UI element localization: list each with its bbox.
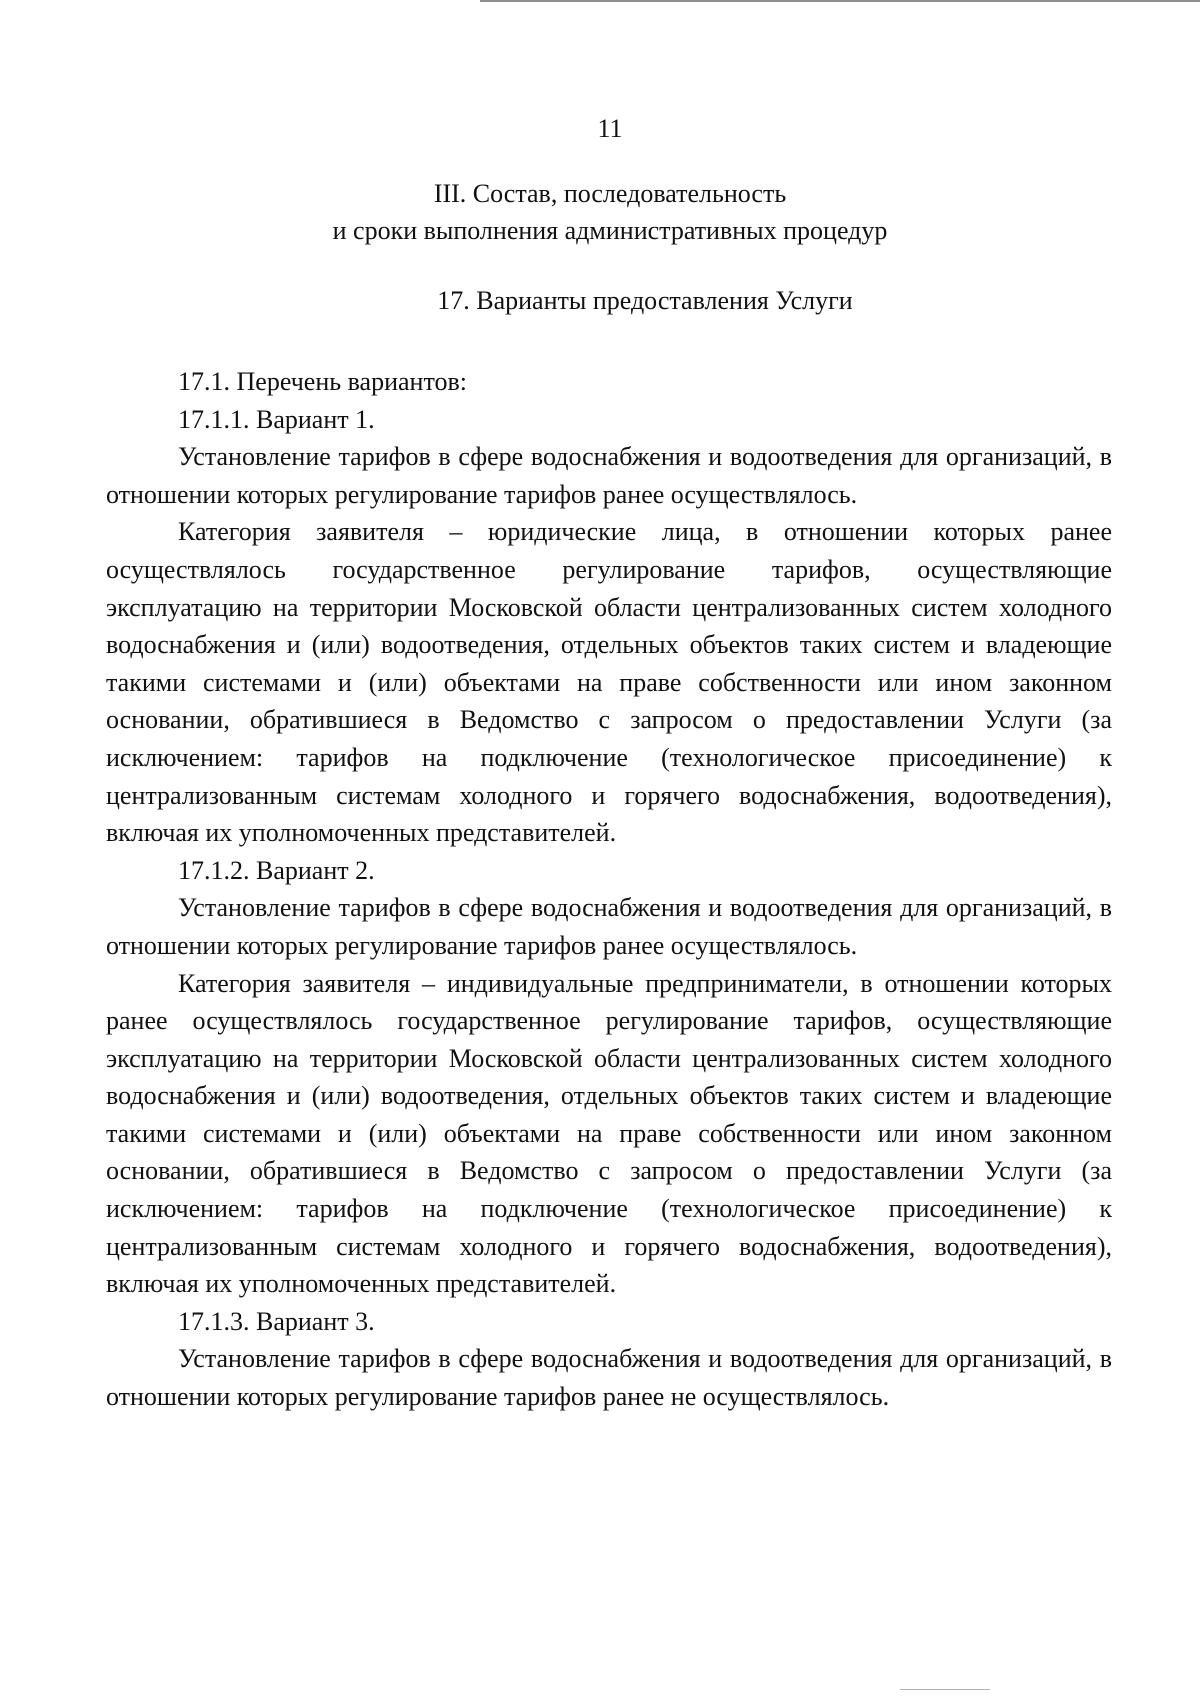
paragraph-variant-3-description: Установление тарифов в сфере водоснабжения и водоотведения для организаций, в отношении которых регулирование тарифов ранее не осуществлялось.: [106, 1344, 1112, 1412]
paragraph-variants-list: 17.1. Перечень вариантов:: [178, 367, 467, 396]
section-title: [0, 175, 1200, 249]
paragraph-variant-2-description: Установление тарифов в сфере водоснабжения и водоотведения для организаций, в отношении которых регулирование тарифов ранее осуществлялось.: [106, 893, 1112, 960]
paragraph-variant-1-heading: 17.1.1. Вариант 1.: [178, 404, 375, 434]
paragraph-variant-1-applicant: Категория заявителя – юридические лица, в отношении которых ранее осуществлялось государственное регулирование тарифов, осуществляющие эксплуатацию на территории Московской области централизованных систем холодного водоснабжения и (или) водоотведения, отдельных объектов таких систем и владеющие такими системами и (или) объектами на праве собственности или ином законном основании, обратившиеся в Ведомство с запросом о предоставлении Услуги (за исключением: тарифов на подключение (технологическое присоединение) к централизованным системам холодного и горячего водоснабжения, водоотведения), включая их уполномоченных представителей.: [106, 517, 1112, 848]
scan-edge-line-top: [480, 0, 1200, 2]
subsection-title: 17. Варианты предоставления Услуги: [437, 286, 853, 315]
document-body: [106, 363, 1112, 1416]
paragraph-variant-1-description: Установление тарифов в сфере водоснабжения и водоотведения для организаций, в отношении которых регулирование тарифов ранее осуществлялось.: [106, 442, 1112, 509]
page-number: 11: [597, 114, 623, 143]
paragraph-variant-3-heading: 17.1.3. Вариант 3.: [178, 1306, 375, 1336]
section-title-line-2: и сроки выполнения административных процедур: [332, 216, 888, 245]
scan-edge-line-bottom: [900, 1689, 990, 1690]
section-title-line-1: III. Состав, последовательность: [433, 179, 787, 208]
paragraph-variant-2-heading: 17.1.2. Вариант 2.: [178, 855, 375, 885]
paragraph-variant-2-applicant: Категория заявителя – индивидуальные предприниматели, в отношении которых ранее осуществлялось государственное регулирование тарифов, осуществляющие эксплуатацию на территории Московской области централизованных систем холодного водоснабжения и (или) водоотведения, отдельных объектов таких систем и владеющие такими системами и (или) объектами на праве собственности или ином законном основании, обратившиеся в Ведомство с запросом о предоставлении Услуги (за исключением: тарифов на подключение (технологическое присоединение) к централизованным системам холодного и горячего водоснабжения, водоотведения), включая их уполномоченных представителей.: [106, 968, 1112, 1299]
